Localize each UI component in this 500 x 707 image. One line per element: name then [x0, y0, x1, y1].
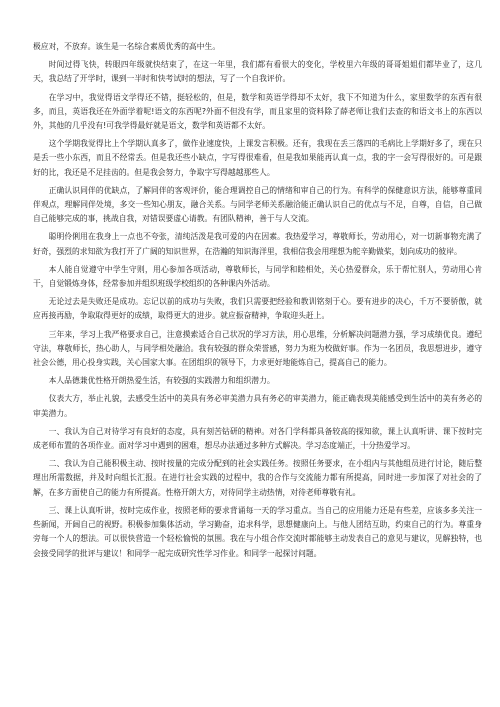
- paragraph: 本人品德兼优性格开朗热爱生活，有较强的实践潜力和组织潜力。: [48, 376, 275, 386]
- paragraph: 极应对，不放弃。该生是一名综合素质优秀的高中生。: [33, 42, 221, 51]
- paragraph: 在学习中，我觉得语文学得还不错，挺轻松的，但是，数学和英语学得却不太好，我下不知道为什么，家里数学的东西有很多，而且，英语我还在外面学着呢!语文的东西呢?外面不但没有学，而且家里的资料除了薛老师让我们去查的和语文书上的东西以外，其他的几乎没有!可我学得最好就是语文，数学和英语都不太好。: [33, 92, 482, 131]
- paragraph: 无论过去是失败还是成功。忘记以前的成功与失败，我们只需要把经验和教训铭刻于心。要有进步的决心，千万不要骄傲，就应再接再励，争取取得更好的成绩，取得更大的进步。就应振奋精神，争取迎头赶上。: [33, 297, 482, 321]
- paragraph: 这个学期我觉得比上个学期认真多了，做作业速度快，上课发言积极。还有，我现在丢三落四的毛病比上学期好多了，现在只是丢一些小东西，而且不经常丢。但是我还些小缺点，字写得很难看，但是我如果能再认真一点，我的字一会写得很好的。可是跟好的比，我还是不足挂齿的。但是我会努力，争取字写得越越那些人。: [33, 139, 482, 177]
- paragraph: 正确认识同伴的优缺点，了解同伴的客观评价，能合理调控自己的情绪和审自己的行为。有科学的保健意识方法，能够尊重同伴观点，理解同伴处境，多交一些知心朋友，融合关系。与同学老师关系融洽能正确认识自己的优点与不足，自尊，自信，自己做自己能够完成的事，挑战自我，对错误要虚心请教。有团队精神，善于与人交流。: [33, 185, 482, 224]
- paragraph: 一、我认为自己对待学习有良好的态度，具有刻苦钻研的精神。对各门学科都具备较高的探知欲，课上认真听讲、课下按时完成老师布置的各项作业。面对学习中遇到的困难，想尽办法通过多种方式解决。学习态度端正，十分热爱学习。: [33, 426, 482, 451]
- paragraph: 仪表大方，举止礼貌，去感受生活中的美具有务必审美潜力具有务必的审美潜力，能正确表现美能感受到生活中的美有务必的审美潜力。: [33, 394, 482, 418]
- paragraph: 三、课上认真听讲，按时完成作业，按照老师的要求背诵每一天的学习重点。当自己的应用能力还是有些差，应该多多关注一些新闻，开阔自己的视野。积极参加集体活动，学习勤奋，追求科学，思想健康向上。与他人团结互助，约束自己的行为。尊重身旁每一个人的想法。可以很快营造一个轻松愉悦的氛围。我在与小组合作交流时都能够主动发表自己的意见与建议，见解独特，也会接受同学的批评与建议！和同学一起完成研究性学习作业。和同学一起探讨问题。: [33, 505, 482, 558]
- paragraph: 二、我认为自己能积极主动、按时按量的完成分配到的社会实践任务。按照任务要求，在小组内与其他组员进行讨论，随后整理出所需数据，并及时向组长汇报。在进行社会实践的过程中，我的合作与交流能力都有所提高，同时进一步加深了对社会的了解，在多方面使自己的能力有所提高。性格开朗大方，对待同学主动热情，对待老师尊敬有礼。: [33, 459, 482, 497]
- paragraph: 聪明伶俐用在我身上一点也不夸张，清纯活泼是我可爱的内在因素。我热爱学习，尊敬师长，劳动用心，对一切新事物充满了好奇，强烈的求知欲为我打开了广阔的知识世界，在浩瀚的知识海洋里，我相信我会用理想为舵辛勤做桨，划向成功的彼岸。: [33, 232, 482, 256]
- paragraph: 本人能自觉遵守中学生守则，用心参加各项活动，尊敬师长，与同学和睦相处，关心热爱群众，乐于帮忙别人，劳动用心肯干，自觉锻炼身体，经常参加并组织班级学校组织的各种课内外活动。: [33, 264, 482, 289]
- paragraph: 三年来，学习上我严格要求自己，注意摸索适合自己状况的学习方法，用心思维，分析解决问题潜力强，学习成绩优良。遵纪守法，尊敬师长，热心助人，与同学相处融洽。我有较强的群众荣誉感，努力为班为校做好事。作为一名团员，我思想进步，遵守社会公德，用心投身实践，关心国家大事。在团组织的领导下，力求更好地能炼自己，提高自己的能力。: [33, 329, 482, 368]
- paragraph: 时间过得飞快，转眼四年级就快结束了，在这一年里，我们都有看很大的变化，学校里六年级的哥哥姐姐们都毕业了，这几天，我总结了开学时，课到一半时和快考试时的想法，写了一个自我评价。: [33, 60, 482, 84]
